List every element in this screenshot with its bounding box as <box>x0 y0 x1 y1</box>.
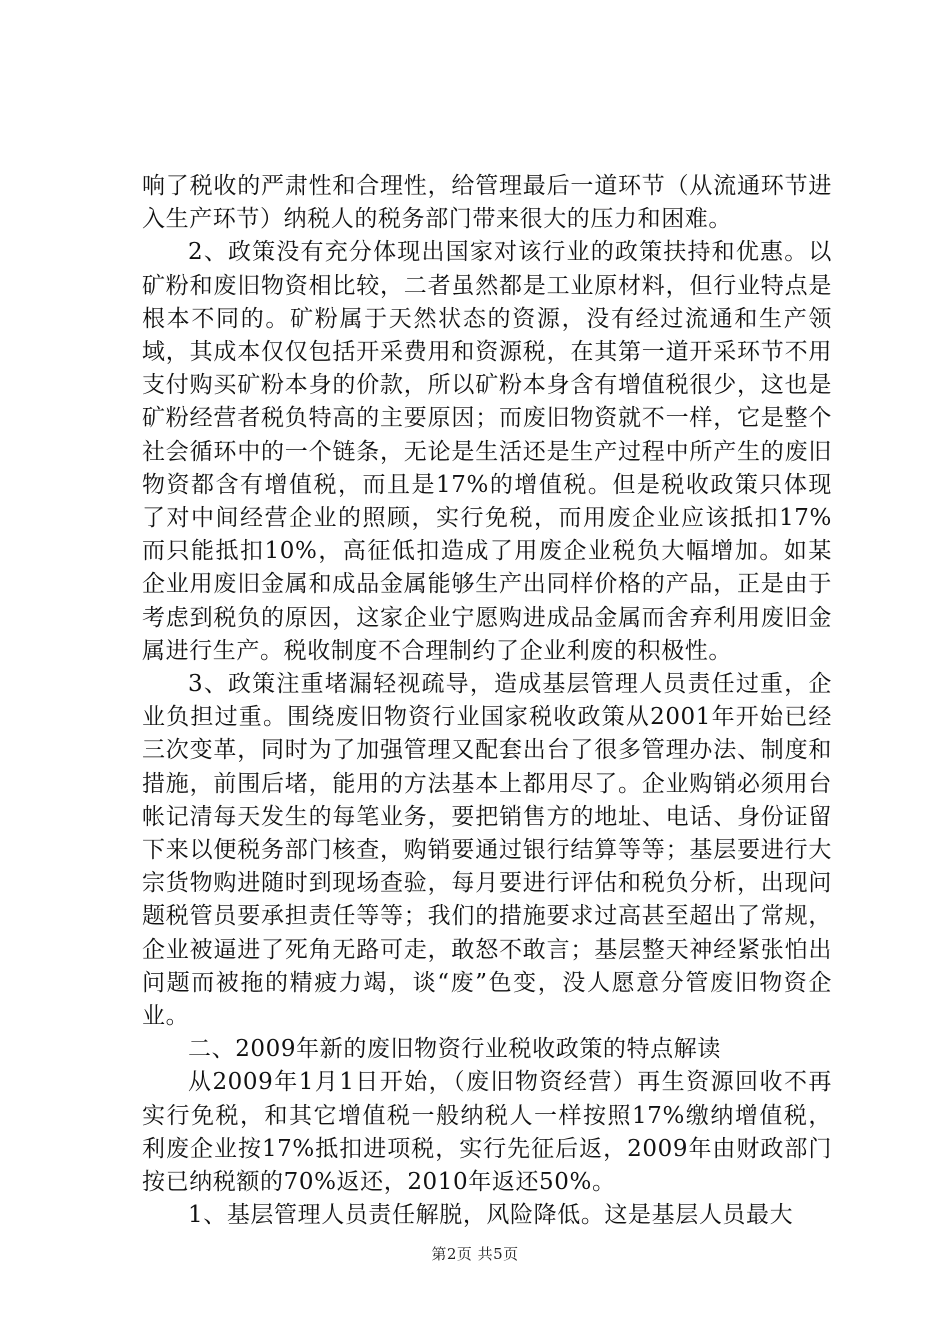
section-heading-2009-policy: 二、2009年新的废旧物资行业税收政策的特点解读 <box>188 1036 721 1063</box>
paragraph-responsibility-relief: 1、基层管理人员责任解脱，风险降低。这是基层人员最大 <box>188 1202 794 1229</box>
paragraph-policy-support: 2、政策没有充分体现出国家对该行业的政策扶持和优惠。以矿粉和废旧物资相比较，二者虽然都是工业原材料，但行业特点是根本不同的。矿粉属于天然状态的资源，没有经过流通和生产领域，其成本仅仅包括开采费用和资源税，在其第一道开采环节不用支付购买矿粉本身的价款，所以矿粉本身含有增值税很少，这也是矿粉经营者税负特高的主要原因；而废旧物资就不一样，它是整个社会循环中的一个链条，无论是生活还是生产过程中所产生的废旧物资都含有增值税，而且是17%的增值税。但是税收政策只体现了对中间经营企业的照顾，实行免税，而用废企业应该抵扣17%而只能抵扣10%，高征低扣造成了用废企业税负大幅增加。如某企业用废旧金属和成品金属能够生产出同样价格的产品，正是由于考虑到税负的原因，这家企业宁愿购进成品金属而舍弃利用废旧金属进行生产。税收制度不合理制约了企业利废的积极性。 <box>142 239 832 664</box>
paragraph-continuation: 响了税收的严肃性和合理性，给管理最后一道环节（从流通环节进入生产环节）纳税人的税务部门带来很大的压力和困难。 <box>142 173 832 233</box>
document-body <box>142 170 832 1233</box>
page-footer: 第2页 共5页 <box>431 1245 519 1263</box>
paragraph-2009-policy: 从2009年1月1日开始，（废旧物资经营）再生资源回收不再实行免税，和其它增值税一般纳税人一样按照17%缴纳增值税，利废企业按17%抵扣进项税，实行先征后返，2009年由财政部门按已纳税额的70%返还，2010年返还50%。 <box>142 1069 832 1196</box>
paragraph-policy-burden: 3、政策注重堵漏轻视疏导，造成基层管理人员责任过重，企业负担过重。围绕废旧物资行业国家税收政策从2001年开始已经三次变革，同时为了加强管理又配套出台了很多管理办法、制度和措施，前围后堵，能用的方法基本上都用尽了。企业购销必须用台帐记清每天发生的每笔业务，要把销售方的地址、电话、身份证留下来以便税务部门核查，购销要通过银行结算等等；基层要进行大宗货物购进随时到现场查验，每月要进行评估和税负分析，出现问题税管员要承担责任等等；我们的措施要求过高甚至超出了常规，企业被逼进了死角无路可走，敢怒不敢言；基层整天神经紧张怕出问题而被拖的精疲力竭，谈“废”色变，没人愿意分管废旧物资企业。 <box>142 671 832 1030</box>
